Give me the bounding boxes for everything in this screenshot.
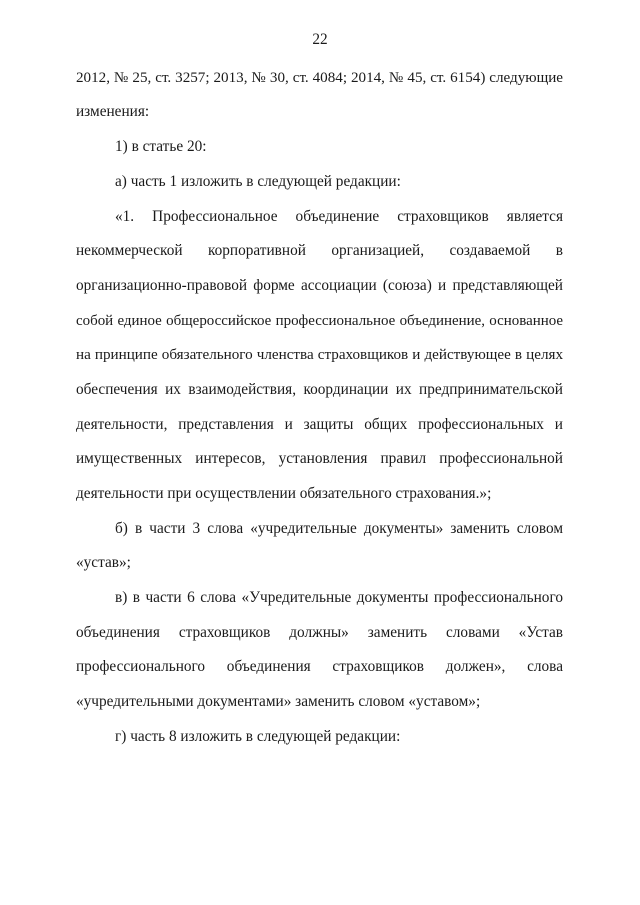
text-line-5: «1. Профессиональное объединение страховщиков является [115, 208, 563, 225]
text-line-3: 1) в статье 20: [115, 138, 207, 155]
text-line-18: профессионального объединения страховщиков должен», слова [76, 658, 563, 675]
text-line-4: а) часть 1 изложить в следующей редакции: [115, 173, 401, 190]
text-line-8: собой единое общероссийское профессиональное объединение, основанное [76, 313, 563, 329]
text-line-9: на принципе обязательного членства страховщиков и действующее в целях [76, 347, 563, 363]
text-line-15: «устав»; [76, 554, 131, 571]
text-line-17: объединения страховщиков должны» заменить словами «Устав [76, 624, 563, 641]
text-line-14: б) в части 3 слова «учредительные документы» заменить словом [115, 520, 563, 537]
page-number: 22 [312, 31, 328, 48]
text-line-12: имущественных интересов, установления правил профессиональной [76, 450, 563, 467]
text-line-20: г) часть 8 изложить в следующей редакции: [115, 728, 401, 745]
text-line-6: некоммерческой корпоративной организацией, создаваемой в [76, 242, 563, 259]
text-line-10: обеспечения их взаимодействия, координации их предпринимательской [76, 381, 563, 398]
text-line-7: организационно-правовой форме ассоциации (союза) и представляющей [76, 277, 563, 294]
text-line-16: в) в части 6 слова «Учредительные документы профессионального [115, 589, 563, 606]
text-line-11: деятельности, представления и защиты общих профессиональных и [76, 416, 563, 433]
text-line-19: «учредительными документами» заменить словом «уставом»; [76, 693, 481, 710]
text-line-1: 2012, № 25, ст. 3257; 2013, № 30, ст. 4084; 2014, № 45, ст. 6154) следующие [76, 70, 563, 86]
text-line-2: изменения: [76, 103, 150, 120]
text-line-13: деятельности при осуществлении обязательного страхования.»; [76, 485, 492, 502]
